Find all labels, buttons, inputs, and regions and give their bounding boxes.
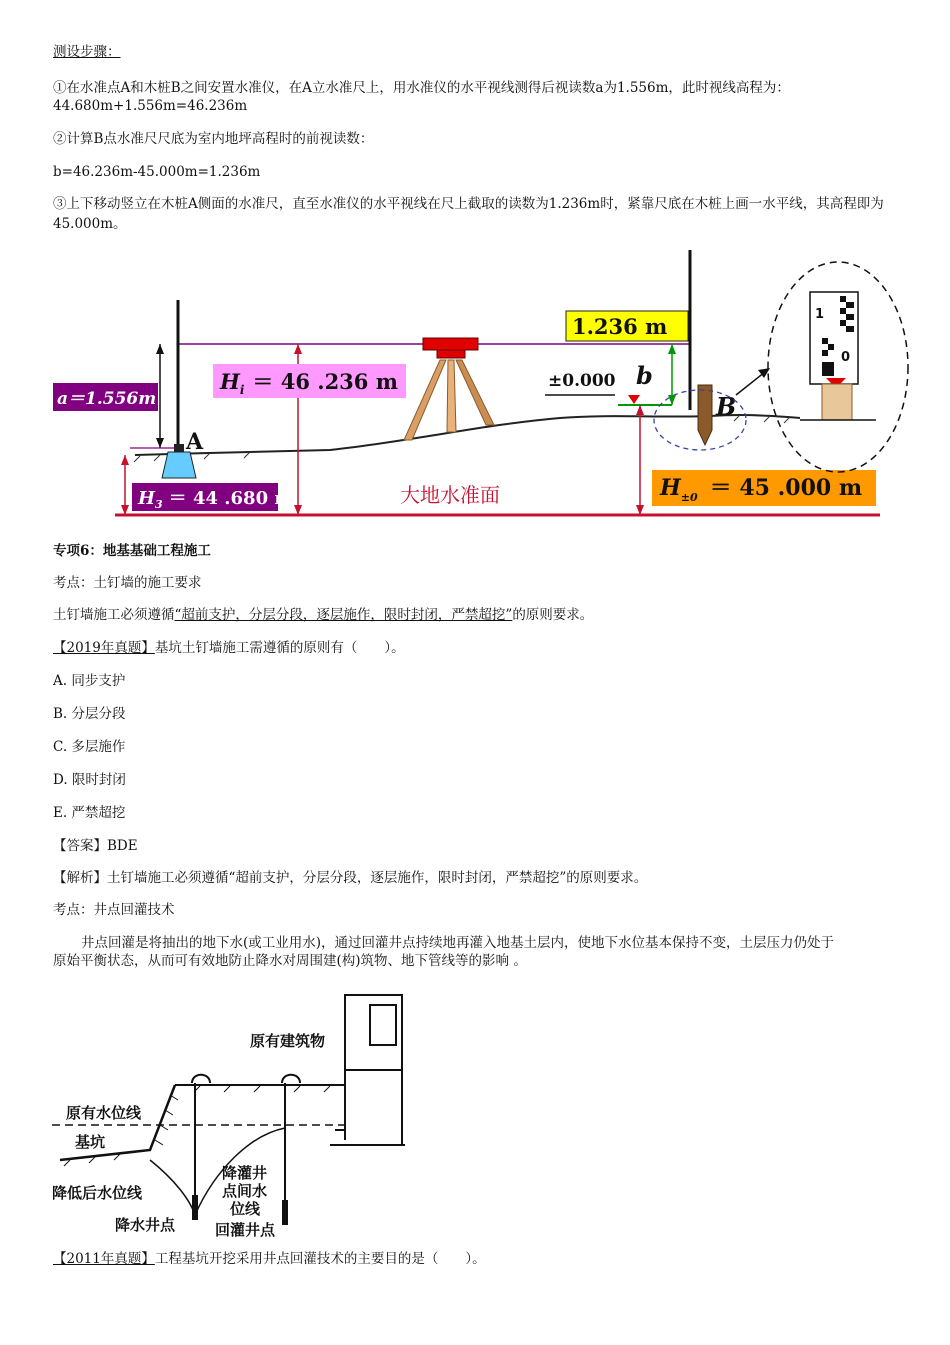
stake-b	[698, 385, 712, 445]
hi-sub: i	[239, 383, 245, 397]
h0-main: H	[660, 475, 681, 501]
kaodian-2: 考点：井点回灌技术	[53, 902, 175, 918]
leveling-diagram	[0, 240, 950, 530]
label-between-2: 点间水	[222, 1182, 268, 1200]
label-lowered-water: 降低后水位线	[52, 1184, 143, 1202]
label-pit: 基坑	[75, 1133, 106, 1151]
h3-main: H	[138, 488, 156, 509]
label-1236: 1.236 m	[572, 314, 668, 339]
label-dewater-well: 降水井点	[115, 1216, 176, 1234]
hi-value: ＝ 46 .236 m	[252, 369, 398, 394]
benchmark-a	[162, 452, 196, 478]
label-original-water: 原有水位线	[66, 1104, 142, 1122]
rule-quote: “超前支护，分层分段，逐层施作，限时封闭，严禁超挖”	[174, 607, 513, 623]
option-d: D. 限时封闭	[53, 772, 126, 788]
question-1	[53, 638, 903, 658]
option-a: A. 同步支护	[53, 673, 126, 689]
question-2	[53, 1249, 903, 1269]
recharge-diagram	[0, 980, 950, 1245]
option-b: B. 分层分段	[53, 706, 126, 722]
label-between-3: 位线	[230, 1200, 261, 1218]
point-a-label: A	[186, 429, 204, 455]
label-b: b	[636, 361, 653, 390]
level-instrument	[404, 338, 494, 440]
h0-value: ＝ 45 .000 m	[709, 475, 863, 501]
q2-tag: 【2011年真题】	[53, 1251, 155, 1267]
answer: 【答案】BDE	[53, 838, 138, 854]
option-c: C. 多层施作	[53, 739, 126, 755]
topic-title: 专项6：地基基础工程施工	[53, 543, 211, 559]
q1-tag: 【2019年真题】	[53, 640, 155, 656]
label-between-1: 降灌井	[222, 1164, 268, 1182]
q1-text: 基坑土钉墙施工需遵循的原则有（ ）。	[154, 640, 405, 656]
step-1-line-1: ①在水准点A和木桩B之间安置水准仪，在A立水准尺上，用水准仪的水平视线测得后视读数a为1.556m，此时视线高程为：	[53, 80, 790, 96]
step-1-line-2: 44.680m+1.556m=46.236m	[53, 98, 248, 114]
label-a: a＝1.556m	[57, 389, 157, 409]
dewatering-well	[192, 1075, 210, 1220]
h0-sub: ±0	[680, 491, 698, 504]
label-recharge-well: 回灌井点	[215, 1221, 276, 1239]
label-building: 原有建筑物	[250, 1032, 326, 1050]
steps-heading: 测设步骤：	[53, 44, 121, 60]
kaodian-1: 考点：土钉墙的施工要求	[53, 575, 202, 591]
recharge-well	[282, 1075, 300, 1225]
label-datum: 大地水准面	[400, 483, 500, 507]
h3-sub: 3	[155, 498, 163, 511]
lowered-water-line	[150, 1160, 195, 1215]
q2-text: 工程基坑开挖采用井点回灌技术的主要目的是（ ）。	[154, 1251, 486, 1267]
para-line-2: 原始平衡状态，从而可有效地防止降水对周围建(构)筑物、地下管线等的影响 。	[53, 953, 527, 969]
analysis: 【解析】土钉墙施工必须遵循“超前支护，分层分段，逐层施作，限时封闭，严禁超挖”的原则要求。	[53, 870, 648, 886]
para-line-1: 井点回灌是将抽出的地下水(或工业用水)，通过回灌井点持续地再灌入地基土层内，使地下水位基本保持不变，土层压力仍处于	[81, 935, 835, 951]
hi-main: H	[220, 369, 240, 394]
rule-line	[53, 605, 903, 625]
rod-digit-0: 0	[841, 350, 851, 365]
option-e: E. 严禁超挖	[53, 805, 126, 821]
step-3: ③上下移动竖立在木桩A侧面的水准尺，直至水准仪的水平视线在尺上截取的读数为1.236m时，紧靠尺底在木桩上画一水平线，其高程即为45.000m。	[53, 196, 884, 232]
h3-value: ＝ 44 .680 m	[168, 488, 294, 509]
rule-post: 的原则要求。	[512, 607, 594, 623]
label-zero: ±0.000	[548, 371, 616, 391]
step-2-formula: b=46.236m-45.000m=1.236m	[53, 164, 261, 180]
step-2: ②计算B点水准尺尺底为室内地坪高程时的前视读数：	[53, 131, 374, 147]
point-b-label: B	[716, 392, 737, 421]
rod-digit-1: 1	[815, 307, 825, 322]
rule-pre: 土钉墙施工必须遵循	[53, 607, 175, 623]
existing-building	[330, 995, 405, 1145]
